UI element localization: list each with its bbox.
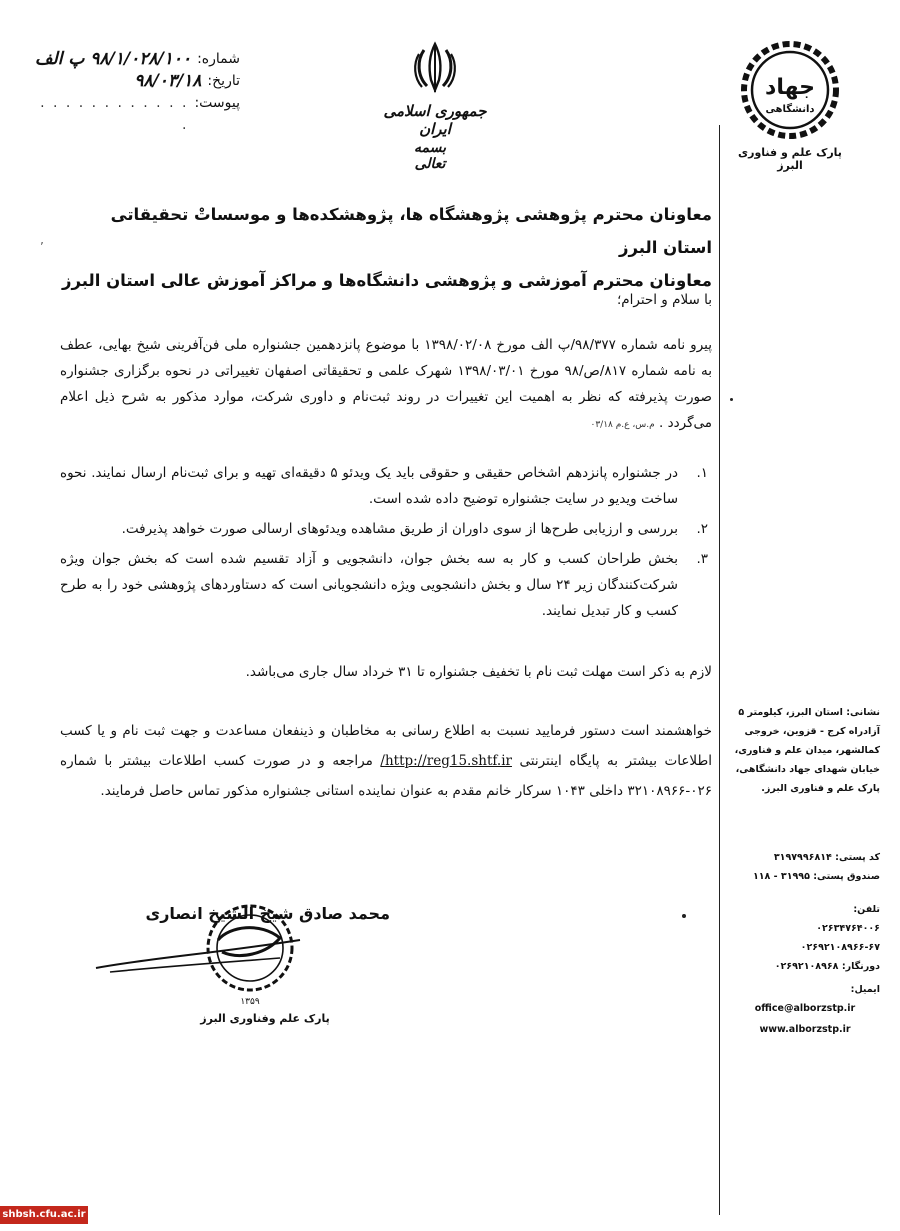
ink-dot [730, 398, 733, 401]
number-label: شماره: [197, 51, 240, 67]
list-number: ۲. [696, 521, 708, 537]
changes-list [60, 460, 712, 628]
logo-caption: پارک علم و فناوری البرز [738, 146, 842, 172]
sidebar-email [730, 980, 880, 1018]
addressee-line-1: معاونان محترم پژوهشی پژوهشگاه ها، پژوهشکده‌ها و موسساتْ تحقیقاتی استان البرز [110, 205, 712, 257]
list-number: ۱. [696, 465, 708, 481]
logo-subtitle: دانشگاهی [765, 104, 815, 115]
list-item [60, 546, 712, 624]
addressees [60, 198, 712, 297]
date-label: تاریخ: [207, 73, 240, 89]
address-text: استان البرز، کیلومتر ۵ آزادراه کرج - قزوین، خروجی کمالشهر، میدان علم و فناوری، خیابان شهدای جهاد دانشگاهی، پارک علم و فناوری البرز. [734, 707, 880, 794]
attachment-label: پیوست: [194, 95, 240, 111]
jahad-daneshgahi-logo [740, 40, 840, 140]
phone-number-2: ۰۲۶۹۲۱۰۸۹۶۶-۶۷ [800, 942, 880, 953]
vertical-divider [719, 125, 720, 1215]
fax-number: ۰۲۶۹۲۱۰۸۹۶۸ [774, 961, 839, 972]
fax-label: دورنگار: [841, 961, 880, 972]
intro-text: پیرو نامه شماره ۹۸/۳۷۷/پ الف مورخ ۱۳۹۸/۰۲/۰۸ با موضوع پانزدهمین جشنواره ملی فن‌آفرینی شیخ بهایی، عطف به نامه شماره ۸۱۷/ص/۹۸ مورخ ۱۳۹۸/۰۳/۰۱ شهرک علمی و تحقیقاتی اصفهان تغییراتی در نحوه برگزاری جشنواره صورت پذیرفته که نظر به اهمیت این تغییرات در روند ثبت‌نام و داوری شرکت، موارد مذکور به شرح ذیل اعلام می‌گردد . [60, 337, 712, 431]
margin-mark: ’ [40, 240, 44, 254]
list-text: بررسی و ارزیابی طرح‌ها از سوی داوران از طریق مشاهده ویدئوهای ارسالی صورت خواهد پذیرفت. [121, 521, 678, 537]
addressee-line-2: معاونان محترم آموزشی و پژوهشی دانشگاه‌ها و مراکز آموزش عالی استان البرز [62, 271, 712, 290]
phone-number-1: ۰۲۶۳۴۷۶۴۰۰۶ [816, 923, 880, 934]
sidebar-address [730, 703, 880, 798]
stamp-organization: پارک علم وفناوری البرز [200, 1012, 330, 1025]
greeting: با سلام و احترام؛ [616, 292, 712, 308]
postal-label: کد پستی: [835, 852, 880, 863]
letter-number: ۹۸/۱/۰۲۸/۱۰۰ پ الف [34, 49, 192, 69]
list-text: در جشنواره پانزدهم اشخاص حقیقی و حقوقی باید یک ویدئو ۵ دقیقه‌ای تهیه و برای ثبت‌نام ارسال نمایند. نحوه ساخت ویدیو در سایت جشنواره توضیح داده شده است. [60, 465, 678, 507]
registration-link[interactable]: http://reg15.shtf.ir/ [380, 753, 512, 769]
sidebar-postal [730, 848, 880, 886]
closing-text-1: خواهشمند است دستور فرمایید نسبت به اطلاع رسانی به مخاطبان و ذینفعان مساعدت و جهت ثبت نام و یا کسب اطلاعات بیشتر به پایگاه اینترنتی [60, 723, 712, 769]
letter-meta [30, 48, 240, 136]
website-link[interactable]: www.alborzstp.ir [759, 1024, 851, 1035]
postal-code: ۳۱۹۷۹۹۶۸۱۴ [773, 852, 832, 863]
signatory-name: محمد صادق شیخ الشیخ انصاری [145, 904, 390, 923]
emblem-caption: جمهوری اسلامی ایران [383, 102, 487, 138]
signature-block [90, 900, 390, 1040]
iran-emblem [370, 40, 500, 138]
watermark-badge: shbsh.cfu.ac.ir [0, 1206, 88, 1224]
sidebar-phone [730, 900, 880, 976]
intro-paragraph [60, 332, 712, 438]
closing-paragraph [60, 716, 712, 806]
invocation: بسمه تعالی [414, 140, 446, 172]
address-label: نشانی: [846, 707, 880, 718]
list-number: ۳. [696, 551, 708, 567]
deadline-remark: لازم به ذکر است مهلت ثبت نام با تخفیف جشنواره تا ۳۱ خرداد سال جاری می‌باشد. [245, 664, 712, 680]
email-label: ایمیل: [850, 984, 880, 995]
list-item [60, 516, 712, 542]
intro-note: م.س، ع.م ۰۳/۱۸ [590, 420, 655, 430]
ink-dot [682, 914, 686, 918]
letter-date: ۹۸/۰۳/۱۸ [134, 71, 202, 91]
iran-emblem-icon [412, 40, 458, 96]
list-text: بخش طراحان کسب و کار به سه بخش جوان، دانشجویی و آزاد تقسیم شده است که بخش جوان ویژه شرکت‌کنندگان زیر ۲۴ سال و بخش دانشجویی ویژه دانشجویانی است که دستاوردهای پژوهشی خود را به طرح کسب و کار تبدیل نمایند. [60, 551, 678, 619]
email-address[interactable]: office@alborzstp.ir [754, 1003, 856, 1014]
logo-wordmark: جهاد [765, 75, 815, 100]
stamp-year: ۱۳۵۹ [240, 997, 260, 1007]
closing-text-2: مراجعه و در صورت کسب اطلاعات بیشتر با شماره ۰۲۶-۳۲۱۰۸۹۶۶ داخلی ۱۰۴۳ سرکار خانم مقدم به عنوان نماینده استانی جشنواره مذکور تماس حاصل فرمایند. [60, 753, 712, 799]
phone-label: تلفن: [853, 904, 880, 915]
pobox-value: ۳۱۹۹۵ - ۱۱۸ [752, 871, 810, 882]
list-item [60, 460, 712, 512]
jahad-logo [735, 40, 845, 172]
pobox-label: صندوق پستی: [813, 871, 880, 882]
attachment-value: . . . . . . . . . . . . . [40, 95, 189, 133]
